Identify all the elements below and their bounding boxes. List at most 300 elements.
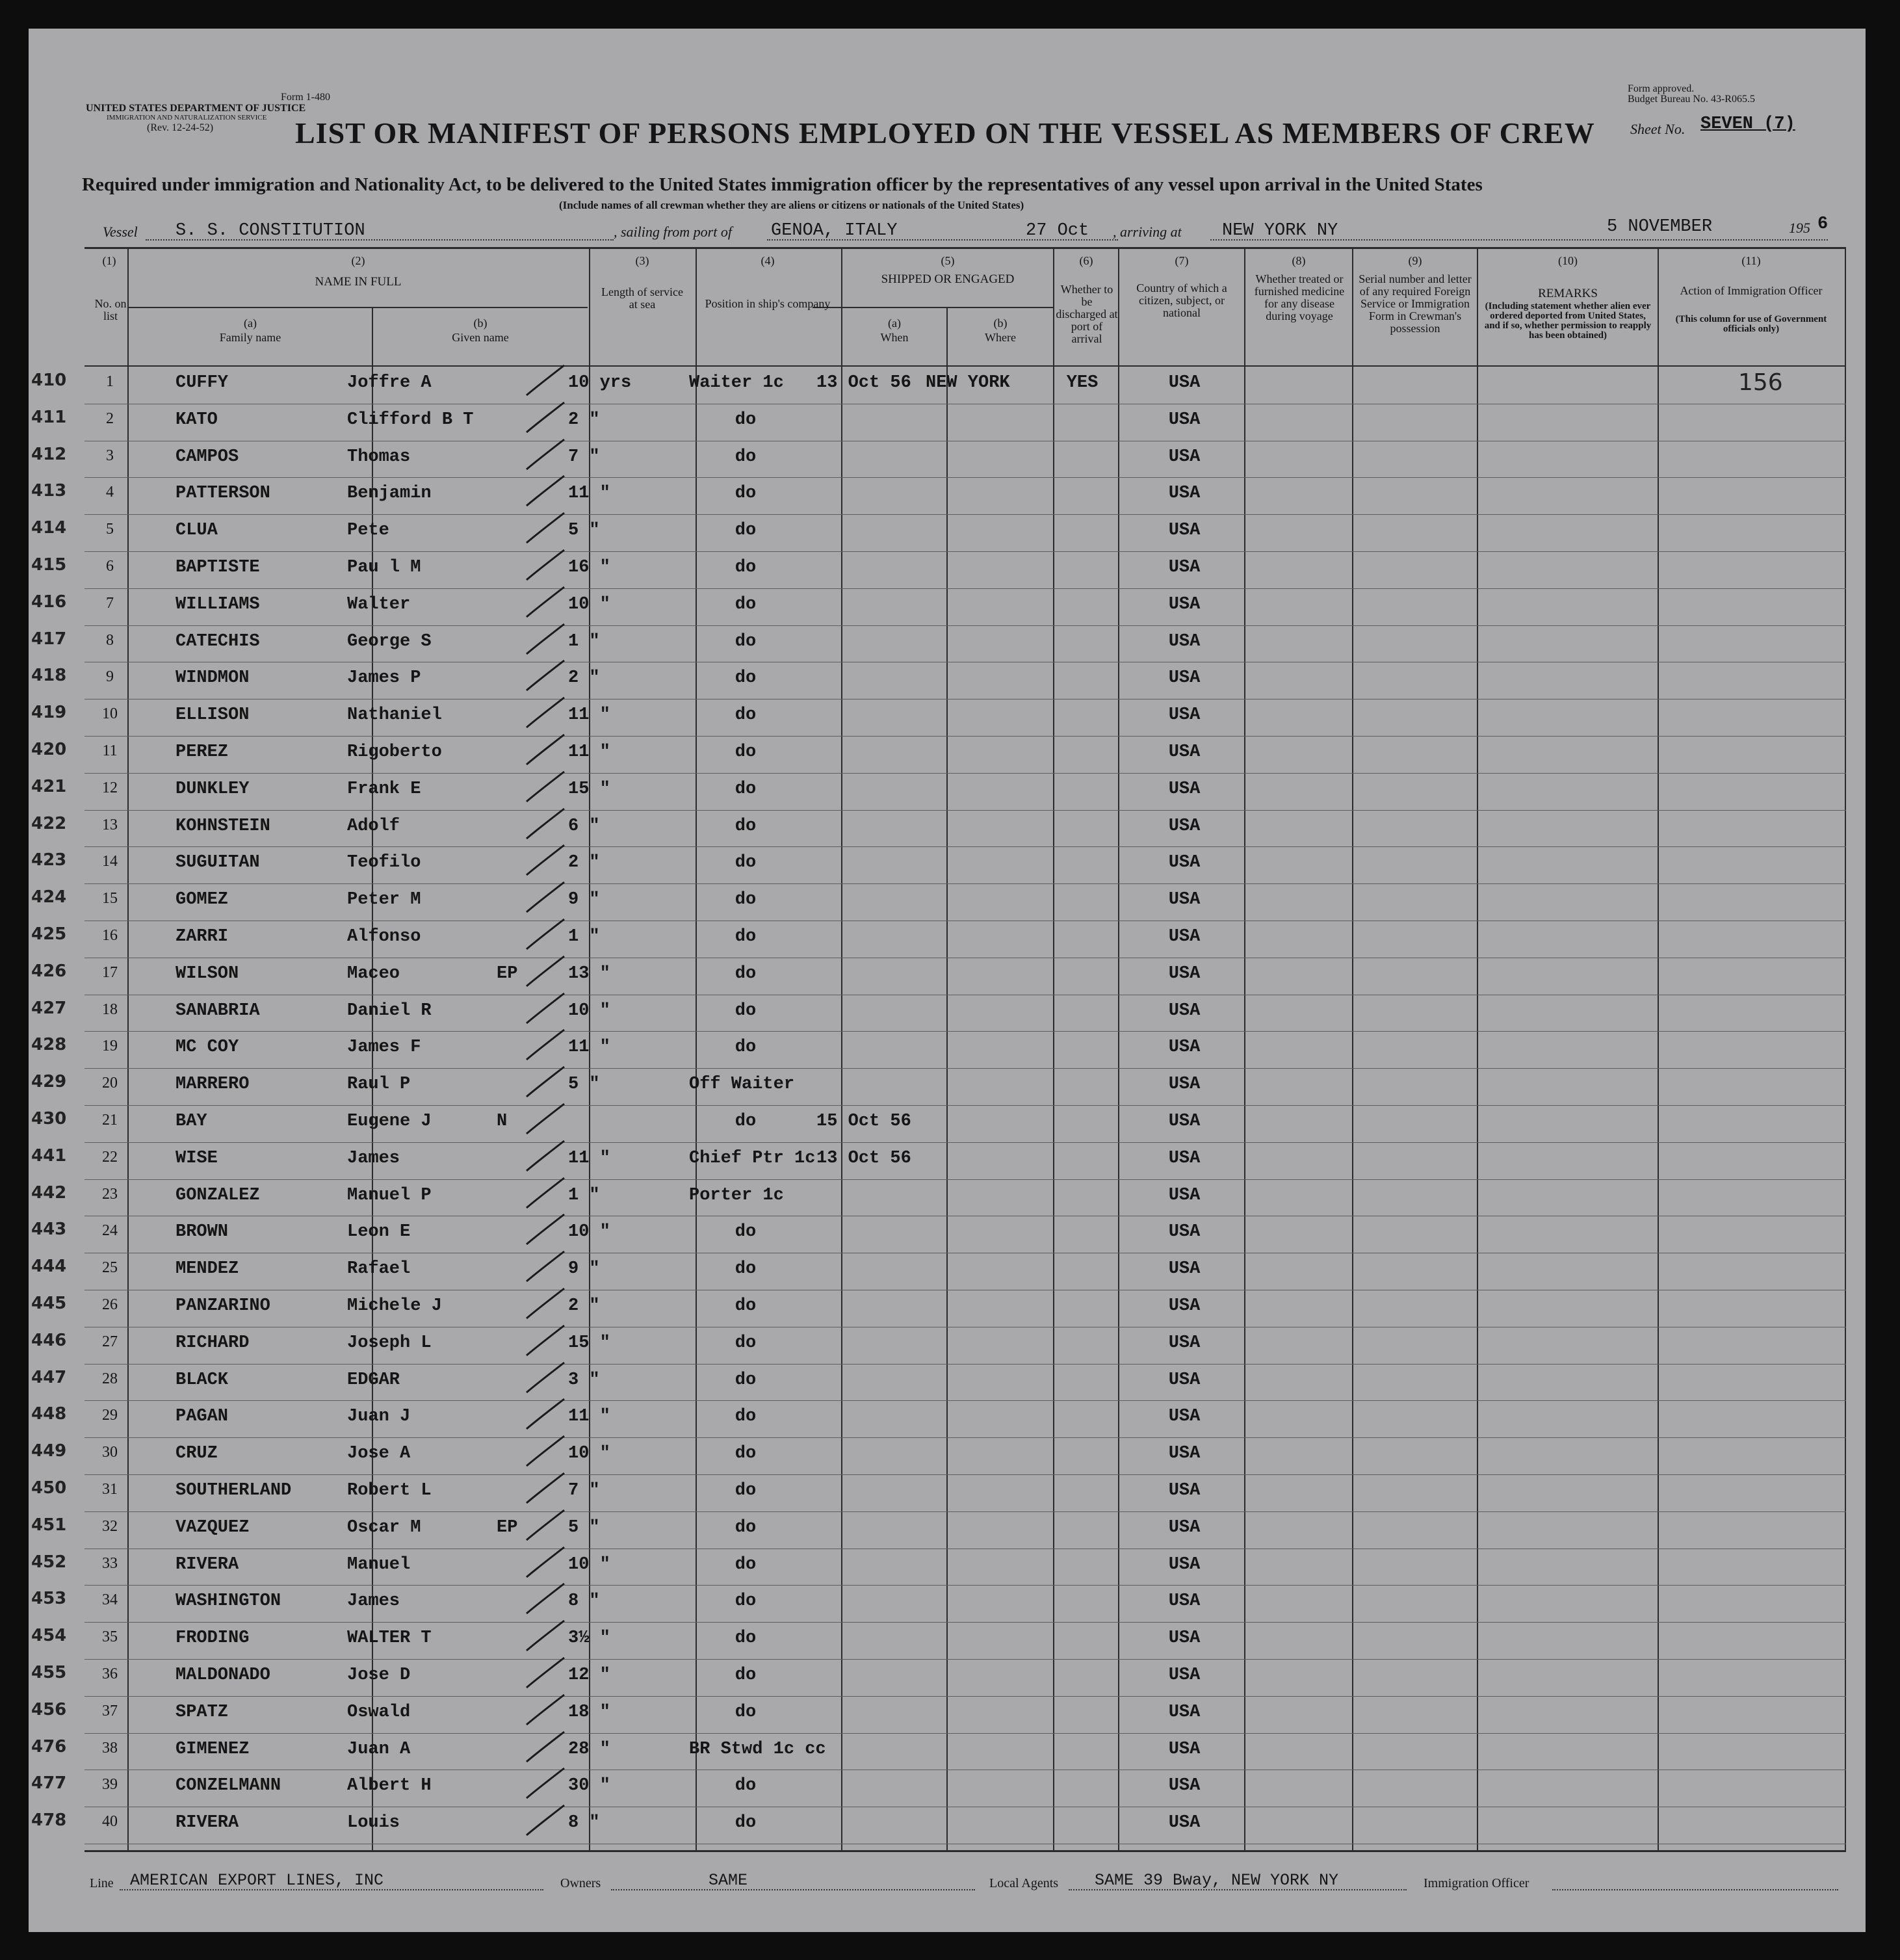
row-shipped-where: NEW YORK: [926, 373, 1010, 393]
row-service-length: 2 ": [568, 1296, 600, 1316]
col1-header: No. on list: [94, 297, 127, 322]
row-position: do: [735, 1517, 757, 1537]
row-service-length: 10 ": [568, 1000, 610, 1021]
row-country: USA: [1168, 963, 1201, 984]
row-rule: [85, 1142, 1846, 1143]
row-service-length: 2 ": [568, 410, 600, 430]
row-position: do: [735, 1702, 757, 1722]
sheet-stamp-number: 156: [1738, 369, 1783, 396]
row-rule: [85, 588, 1846, 589]
col3-number: (3): [635, 254, 649, 267]
row-number: 28: [102, 1370, 118, 1387]
check-mark-icon: [523, 1210, 568, 1249]
row-service-length: 11 ": [568, 1148, 610, 1168]
check-mark-icon: [523, 1100, 568, 1139]
check-mark-icon: [523, 989, 568, 1028]
row-position: do: [735, 1628, 757, 1649]
row-rule: [85, 1105, 1846, 1106]
row-number: 29: [102, 1407, 118, 1424]
row-family-name: CONZELMANN: [176, 1776, 281, 1796]
row-country: USA: [1168, 447, 1201, 467]
check-mark-icon: [523, 1469, 568, 1508]
check-mark-icon: [523, 1543, 568, 1582]
row-family-name: BAPTISTE: [176, 558, 260, 577]
row-margin-number: 445: [31, 1294, 67, 1313]
row-margin-number: 447: [31, 1367, 67, 1387]
row-country: USA: [1168, 1407, 1201, 1427]
service-name: IMMIGRATION AND NATURALIZATION SERVICE: [107, 114, 267, 122]
row-given-name: Albert H: [347, 1776, 432, 1796]
row-country: USA: [1168, 594, 1201, 614]
manifest-subtitle: Required under immigration and Nationality Act, to be delivered to the United States immigration officer by the representatives of any vessel upon arrival in the United States: [82, 174, 1483, 195]
row-position: do: [735, 1259, 757, 1279]
row-rule: [85, 846, 1846, 847]
row-margin-number: 448: [31, 1404, 67, 1424]
row-position: do: [735, 963, 757, 984]
row-given-name: Rigoberto: [347, 742, 442, 762]
row-country: USA: [1168, 927, 1201, 947]
row-number: 17: [102, 963, 118, 981]
row-given-name: Peter M: [347, 890, 421, 910]
row-country: USA: [1168, 1776, 1201, 1796]
department-name: UNITED STATES DEPARTMENT OF JUSTICE: [86, 103, 306, 114]
row-family-name: CRUZ: [176, 1444, 218, 1464]
row-country: USA: [1168, 1222, 1201, 1242]
row-service-length: 12 ": [568, 1666, 610, 1685]
row-service-length: 1 ": [568, 1185, 600, 1205]
row-margin-number: 476: [31, 1736, 67, 1757]
row-rule: [85, 1622, 1846, 1623]
check-mark-icon: [523, 1026, 568, 1065]
row-number: 9: [106, 668, 114, 686]
row-country: USA: [1168, 1259, 1201, 1279]
agents-label: Local Agents: [989, 1876, 1059, 1890]
row-margin-number: 478: [31, 1810, 67, 1831]
row-position: do: [735, 521, 757, 541]
col9-header: Serial number and letter of any required Foreign Service or Immigration Form in Crewman's possession: [1359, 272, 1472, 335]
col5b-header: Where: [985, 331, 1016, 344]
row-family-name: SOUTHERLAND: [176, 1481, 292, 1500]
row-position: do: [735, 816, 757, 836]
row-given-name: EDGAR: [347, 1370, 400, 1390]
owners-value: SAME: [709, 1871, 748, 1890]
row-family-name: CATECHIS: [176, 631, 260, 651]
row-position: do: [735, 705, 757, 725]
row-number: 11: [102, 742, 118, 759]
col4-number: (4): [761, 254, 775, 267]
row-number: 8: [106, 631, 114, 649]
row-given-name: Rafael: [347, 1259, 411, 1279]
column-divider: [1118, 247, 1119, 1851]
check-mark-icon: [523, 1728, 568, 1767]
table-top-rule: [85, 247, 1846, 249]
row-service-length: 15 ": [568, 779, 610, 799]
row-country: USA: [1168, 631, 1201, 651]
agents-value: SAME 39 Bway, NEW YORK NY: [1095, 1871, 1339, 1890]
row-service-length: 5 ": [568, 1075, 600, 1095]
row-family-name: MALDONADO: [176, 1666, 270, 1685]
row-rule: [85, 551, 1846, 552]
owners-underline: [611, 1889, 975, 1890]
row-margin-number: 429: [31, 1072, 67, 1092]
row-country: USA: [1168, 1666, 1201, 1685]
row-rule: [85, 1364, 1846, 1365]
row-service-length: 18 ": [568, 1702, 610, 1722]
row-margin-number: 428: [31, 1035, 67, 1055]
check-mark-icon: [523, 1801, 568, 1840]
row-rule: [85, 1474, 1846, 1475]
col5-header: SHIPPED OR ENGAGED: [881, 272, 1015, 286]
row-country: USA: [1168, 816, 1201, 836]
row-given-name: Teofilo: [347, 853, 421, 873]
check-mark-icon: [523, 1395, 568, 1434]
include-note: (Include names of all crewman whether they are aliens or citizens or nationals of the United States): [559, 199, 1024, 211]
row-given-name: Maceo: [347, 963, 400, 984]
row-number: 37: [102, 1702, 118, 1719]
row-given-name: Pau l M: [347, 558, 421, 577]
row-family-name: KOHNSTEIN: [176, 816, 270, 836]
row-family-name: MARRERO: [176, 1075, 250, 1095]
check-mark-icon: [523, 1359, 568, 1398]
row-number: 25: [102, 1259, 118, 1277]
row-rule: [85, 1068, 1846, 1069]
row-family-name: BLACK: [176, 1370, 229, 1390]
row-country: USA: [1168, 1481, 1201, 1500]
sheet-label: Sheet No.: [1630, 121, 1685, 137]
row-rule: [85, 1437, 1846, 1438]
col2b-number: (b): [473, 317, 488, 330]
row-rule: [85, 1659, 1846, 1660]
row-country: USA: [1168, 853, 1201, 873]
row-rule: [85, 625, 1846, 626]
row-country: USA: [1168, 890, 1201, 910]
row-given-name: Jose D: [347, 1666, 411, 1685]
col8-header: Whether treated or furnished medicine for any disease during voyage: [1254, 272, 1345, 322]
row-country: USA: [1168, 1517, 1201, 1537]
row-service-length: 2 ": [568, 853, 600, 873]
row-position: do: [735, 1296, 757, 1316]
row-position: do: [735, 1112, 757, 1131]
row-position: Porter 1c: [689, 1185, 784, 1205]
row-given-name: Raul P: [347, 1075, 411, 1095]
row-country: USA: [1168, 484, 1201, 504]
officer-label: Immigration Officer: [1424, 1876, 1529, 1890]
row-given-name: Louis: [347, 1813, 400, 1833]
row-position: do: [735, 1407, 757, 1427]
arrival-date: 5 NOVEMBER: [1607, 217, 1713, 237]
row-rule: [85, 1179, 1846, 1180]
check-mark-icon: [523, 1063, 568, 1102]
row-service-length: 1 ": [568, 631, 600, 651]
row-family-name: FRODING: [176, 1628, 250, 1649]
row-number: 38: [102, 1739, 118, 1757]
row-service-length: 9 ": [568, 1259, 600, 1279]
row-country: USA: [1168, 1702, 1201, 1722]
sailing-label: , sailing from port of: [614, 224, 732, 240]
row-country: USA: [1168, 1628, 1201, 1649]
row-family-name: GIMENEZ: [176, 1739, 250, 1759]
row-margin-number: 416: [31, 592, 67, 612]
row-service-length: 8 ": [568, 1813, 600, 1833]
row-country: USA: [1168, 1148, 1201, 1168]
row-family-name: SANABRIA: [176, 1000, 260, 1021]
col10-note: (Including statement whether alien ever ordered deported from United States, and if so, whether permission to reapply has been obtained): [1484, 301, 1652, 341]
check-mark-icon: [523, 915, 568, 954]
row-number: 31: [102, 1481, 118, 1498]
row-country: USA: [1168, 1813, 1201, 1833]
row-family-name: RIVERA: [176, 1813, 239, 1833]
row-number: 26: [102, 1296, 118, 1313]
row-rule: [85, 1585, 1846, 1586]
col7-header: Country of which a citizen, subject, or national: [1136, 281, 1227, 319]
row-number: 10: [102, 705, 118, 723]
row-given-name: Nathaniel: [347, 705, 442, 725]
row-number: 39: [102, 1776, 118, 1794]
row-country: USA: [1168, 1333, 1201, 1353]
row-service-length: 2 ": [568, 668, 600, 688]
row-number: 20: [102, 1075, 118, 1092]
row-service-length: 11 ": [568, 705, 610, 725]
row-margin-number: 454: [31, 1626, 67, 1646]
row-given-name: Frank E: [347, 779, 421, 799]
row-margin-number: 425: [31, 924, 67, 944]
row-margin-number: 421: [31, 776, 67, 796]
row-position: do: [735, 447, 757, 467]
row-service-length: 5 ": [568, 521, 600, 541]
row-given-name: Oscar M: [347, 1517, 421, 1537]
row-family-name: KATO: [176, 410, 218, 430]
col5b-number: (b): [993, 317, 1008, 330]
check-mark-icon: [523, 509, 568, 548]
header-bottom-rule: [85, 365, 1846, 367]
row-shipped-when: 13 Oct 56: [816, 1148, 911, 1168]
col2a-header: Family name: [219, 331, 281, 344]
row-given-name: Manuel: [347, 1554, 411, 1575]
check-mark-icon: [523, 1654, 568, 1693]
row-rule: [85, 883, 1846, 884]
row-given-name: Clifford B T: [347, 410, 474, 430]
row-service-length: 7 ": [568, 1481, 600, 1500]
row-number: 35: [102, 1628, 118, 1646]
row-given-name: Juan A: [347, 1739, 411, 1759]
row-country: USA: [1168, 558, 1201, 577]
col11-header: Action of Immigration Officer: [1680, 284, 1823, 297]
row-rule: [85, 1548, 1846, 1549]
check-mark-icon: [523, 361, 568, 400]
col11-note: (This column for use of Government officials only): [1675, 314, 1827, 334]
row-given-name: Joseph L: [347, 1333, 432, 1353]
row-service-length: 10 yrs: [568, 373, 632, 393]
row-family-name: PANZARINO: [176, 1296, 270, 1316]
row-margin-number: 449: [31, 1441, 67, 1461]
row-number: 2: [106, 410, 114, 427]
row-rule: [85, 1696, 1846, 1697]
row-position: BR Stwd 1c cc: [689, 1739, 826, 1759]
check-mark-icon: [523, 952, 568, 991]
row-family-name: SPATZ: [176, 1702, 229, 1722]
row-margin-number: 419: [31, 703, 67, 723]
row-family-name: MC COY: [176, 1038, 239, 1058]
row-number: 40: [102, 1813, 118, 1831]
row-margin-number: 456: [31, 1699, 67, 1719]
row-number: 15: [102, 890, 118, 908]
row-given-name: Daniel R: [347, 1000, 432, 1021]
row-margin-number: 452: [31, 1552, 67, 1572]
col7-number: (7): [1175, 254, 1189, 267]
row-service-length: 15 ": [568, 1333, 610, 1353]
form-number: Form 1-480: [281, 92, 330, 103]
column-divider: [1053, 247, 1054, 1851]
row-position: do: [735, 1591, 757, 1612]
row-service-length: 11 ": [568, 1038, 610, 1058]
col2-number: (2): [351, 254, 365, 267]
row-position: do: [735, 1038, 757, 1058]
row-number: 14: [102, 853, 118, 870]
table-right-edge: [1845, 247, 1846, 1851]
row-margin-number: 412: [31, 444, 67, 464]
row-given-name: Oswald: [347, 1702, 411, 1722]
row-position: do: [735, 1000, 757, 1021]
row-position: do: [735, 410, 757, 430]
row-margin-number: 441: [31, 1145, 67, 1166]
check-mark-icon: [523, 436, 568, 475]
row-country: USA: [1168, 705, 1201, 725]
row-number: 3: [106, 447, 114, 464]
row-country: USA: [1168, 668, 1201, 688]
row-service-length: 11 ": [568, 1407, 610, 1427]
row-margin-number: 427: [31, 998, 67, 1018]
row-family-name: CLUA: [176, 521, 218, 541]
row-service-length: 10 ": [568, 594, 610, 614]
row-given-name: Benjamin: [347, 484, 432, 504]
column-divider: [1658, 247, 1659, 1851]
row-family-name: WASHINGTON: [176, 1591, 281, 1612]
check-mark-icon: [523, 1322, 568, 1361]
row-family-name: RICHARD: [176, 1333, 250, 1353]
column-divider: [1477, 247, 1478, 1851]
row-country: USA: [1168, 1370, 1201, 1390]
column-divider: [946, 307, 948, 1851]
col9-number: (9): [1408, 254, 1422, 267]
check-mark-icon: [523, 1137, 568, 1176]
row-given-name: James: [347, 1148, 400, 1168]
col3-header: Length of service at sea: [601, 285, 683, 311]
row-family-name: DUNKLEY: [176, 779, 250, 799]
row-rule: [85, 1400, 1846, 1401]
check-mark-icon: [523, 841, 568, 880]
row-given-name: Manuel P: [347, 1185, 432, 1205]
manifest-sheet: [29, 29, 1866, 1932]
row-given-name: Joffre A: [347, 373, 432, 393]
row-number: 4: [106, 484, 114, 501]
row-position: Off Waiter: [689, 1075, 795, 1095]
row-country: USA: [1168, 373, 1201, 393]
check-mark-icon: [523, 1617, 568, 1656]
row-position: do: [735, 1444, 757, 1464]
row-number: 6: [106, 558, 114, 575]
row-family-name: VAZQUEZ: [176, 1517, 250, 1537]
row-position: do: [735, 1666, 757, 1685]
row-number: 27: [102, 1333, 118, 1350]
form-approved: Form approved.: [1628, 83, 1695, 94]
row-service-length: 10 ": [568, 1554, 610, 1575]
row-margin-number: 446: [31, 1330, 67, 1350]
row-position: do: [735, 1813, 757, 1833]
row-service-length: 13 ": [568, 963, 610, 984]
row-family-name: BAY: [176, 1112, 207, 1131]
row-margin-number: 444: [31, 1257, 67, 1277]
col2b-header: Given name: [452, 331, 509, 344]
col10-header: REMARKS: [1538, 287, 1598, 300]
row-service-length: 10 ": [568, 1444, 610, 1464]
row-margin-number: 451: [31, 1515, 67, 1535]
row-country: USA: [1168, 1000, 1201, 1021]
col1-number: (1): [102, 254, 116, 267]
row-number: 36: [102, 1666, 118, 1682]
check-mark-icon: [523, 1432, 568, 1471]
row-position: do: [735, 1222, 757, 1242]
row-number: 13: [102, 816, 118, 833]
col11-number: (11): [1741, 254, 1761, 267]
row-country: USA: [1168, 779, 1201, 799]
row-rule: [85, 810, 1846, 811]
row-given-name: James P: [347, 668, 421, 688]
row-position: do: [735, 668, 757, 688]
row-position: do: [735, 631, 757, 651]
row-given-name: Eugene J: [347, 1112, 432, 1131]
row-position: do: [735, 1481, 757, 1500]
row-rule: [85, 477, 1846, 478]
check-mark-icon: [523, 1691, 568, 1730]
row-given-name: Alfonso: [347, 927, 421, 947]
row-mark: EP: [497, 1517, 518, 1537]
row-family-name: WINDMON: [176, 668, 250, 688]
row-number: 34: [102, 1591, 118, 1609]
col2-header: NAME IN FULL: [315, 275, 402, 289]
check-mark-icon: [523, 768, 568, 807]
row-country: USA: [1168, 521, 1201, 541]
col4-header: Position in ship's company: [705, 297, 831, 310]
row-rule: [85, 736, 1846, 737]
row-family-name: GOMEZ: [176, 890, 229, 910]
column-divider: [1352, 247, 1353, 1851]
row-margin-number: 410: [31, 371, 67, 390]
row-margin-number: 424: [31, 887, 67, 908]
row-margin-number: 422: [31, 813, 67, 833]
row-given-name: James: [347, 1591, 400, 1612]
row-number: 19: [102, 1038, 118, 1055]
col6-number: (6): [1079, 254, 1093, 267]
row-country: USA: [1168, 1444, 1201, 1464]
row-service-length: 8 ": [568, 1591, 600, 1612]
row-service-length: 30 ": [568, 1776, 610, 1796]
row-number: 30: [102, 1444, 118, 1461]
check-mark-icon: [523, 694, 568, 733]
row-margin-number: 415: [31, 555, 67, 575]
row-mark: N: [497, 1112, 508, 1131]
row-rule: [85, 773, 1846, 774]
row-family-name: WILSON: [176, 963, 239, 984]
check-mark-icon: [523, 1580, 568, 1619]
row-service-length: 1 ": [568, 927, 600, 947]
shipped-subheader-rule: [813, 307, 1053, 308]
row-position: do: [735, 594, 757, 614]
column-divider: [1244, 247, 1245, 1851]
row-position: do: [735, 1333, 757, 1353]
row-given-name: WALTER T: [347, 1628, 432, 1649]
row-position: do: [735, 558, 757, 577]
row-number: 32: [102, 1517, 118, 1535]
